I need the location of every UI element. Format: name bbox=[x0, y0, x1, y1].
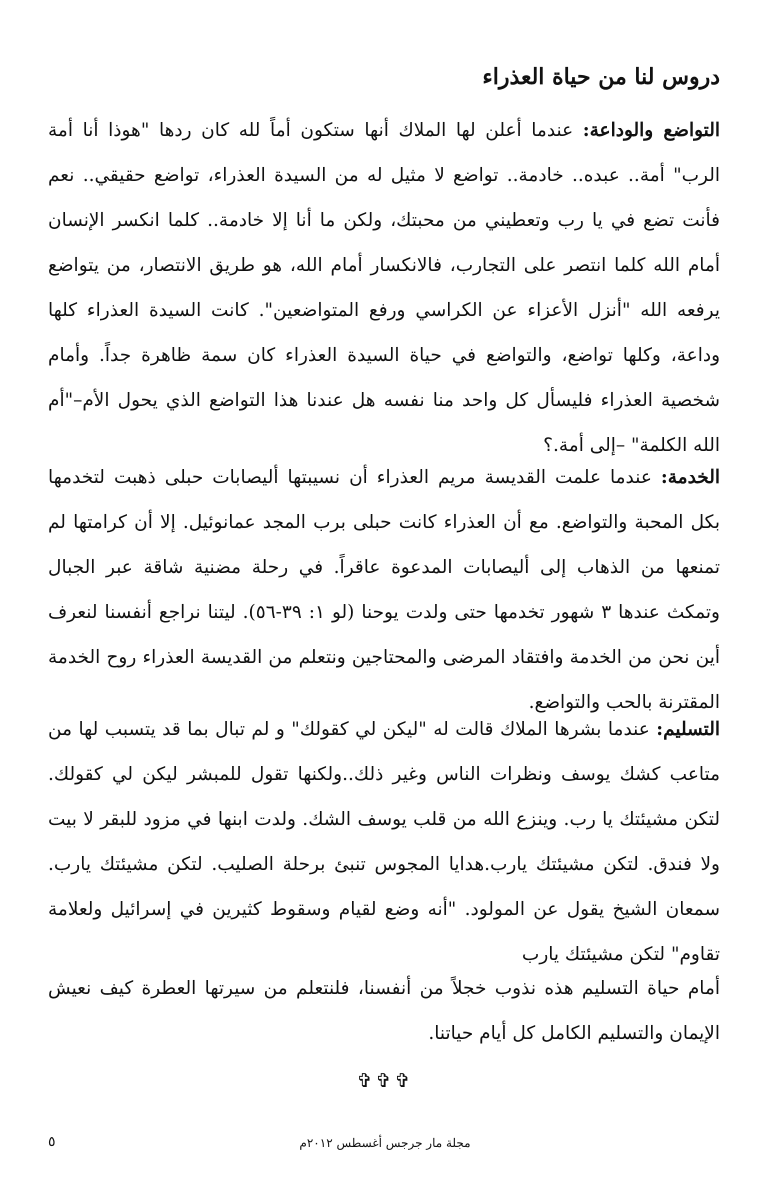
section-body: عندما علمت القديسة مريم العذراء أن نسيبتها أليصابات حبلى ذهبت لتخدمها بكل المحبة والتواضع. مع أن العذراء كانت حبلى برب المجد عمانوئيل. إلا أن كرامتها لم تمنعها من الذهاب إلى أليصابات المدعوة عاقراً. في رحلة مضنية شاقة عبر الجبال وتمكث عندها ٣ شهور تخدمها حتى ولدت يوحنا (لو ١: ٣٩-٥٦). ليتنا نراجع أنفسنا لنعرف أين نحن من الخدمة وافتقاد المرضى والمحتاجين ونتعلم من القديسة العذراء روح الخدمة المقترنة بالحب والتواضع. bbox=[48, 467, 720, 713]
cross-ornament-icon: ✞✞✞ bbox=[356, 1070, 414, 1092]
closing-paragraph: أمام حياة التسليم هذه نذوب خجلاً من أنفسنا، فلنتعلم من سيرتها العطرة كيف نعيش الإيمان والتسليم الكامل كل أيام حياتنا. bbox=[48, 978, 720, 1044]
article-title: دروس لنا من حياة العذراء bbox=[482, 64, 720, 90]
section-heading: الخدمة: bbox=[660, 467, 720, 488]
section-body: عندما بشرها الملاك قالت له "ليكن لي كقولك" و لم تبال بما قد يتسبب لها من متاعب كشك يوسف ونظرات الناس وغير ذلك..ولكنها تقول للمبشر ليكن لي كقولك. لتكن مشيئتك يا رب. وينزع الله من قلب يوسف الشك. ولدت ابنها في مزود للبقر لا بيت ولا فندق. لتكن مشيئتك يارب.هدايا المجوس تنبئ برحلة الصليب. لتكن مشيئتك يارب. سمعان الشيخ يقول عن المولود. "أنه وضع لقيام وسقوط كثيرين في إسرائيل ولعلامة تقاوم" لتكن مشيئتك يارب bbox=[48, 719, 720, 965]
section-service bbox=[48, 455, 720, 725]
section-submission bbox=[48, 707, 720, 977]
section-humility bbox=[48, 108, 720, 468]
section-body: عندما أعلن لها الملاك أنها ستكون أماً لله كان ردها "هوذا أنا أمة الرب" أمة.. عبده.. خادمة.. تواضع لا مثيل له من السيدة العذراء، تواضع حقيقي.. نعم فأنت تضع في يا رب وتعطيني من محبتك، ولكن ما أنا إلا خادمة.. كلما انكسر الإنسان أمام الله كلما انتصر على التجارب، فالانكسار أمام الله، هو طريق الانتصار، من يتواضع يرفعه الله "أنزل الأعزاء عن الكراسي ورفع المتواضعين". كانت السيدة العذراء كلها وداعة، وكلها تواضع، والتواضع في حياة السيدة العذراء كان سمة ظاهرة جداً. وأمام شخصية العذراء فليسأل كل واحد منا نفسه هل عندنا هذا التواضع الذي يحول الأم–"أم الله الكلمة" –إلى أمة.؟ bbox=[48, 120, 720, 456]
footer-magazine: مجلة مار جرجس أغسطس ٢٠١٢م bbox=[299, 1136, 471, 1150]
page-number: ٥ bbox=[48, 1134, 56, 1150]
section-heading: التسليم: bbox=[656, 719, 720, 740]
section-heading: التواضع والوداعة: bbox=[582, 120, 720, 141]
